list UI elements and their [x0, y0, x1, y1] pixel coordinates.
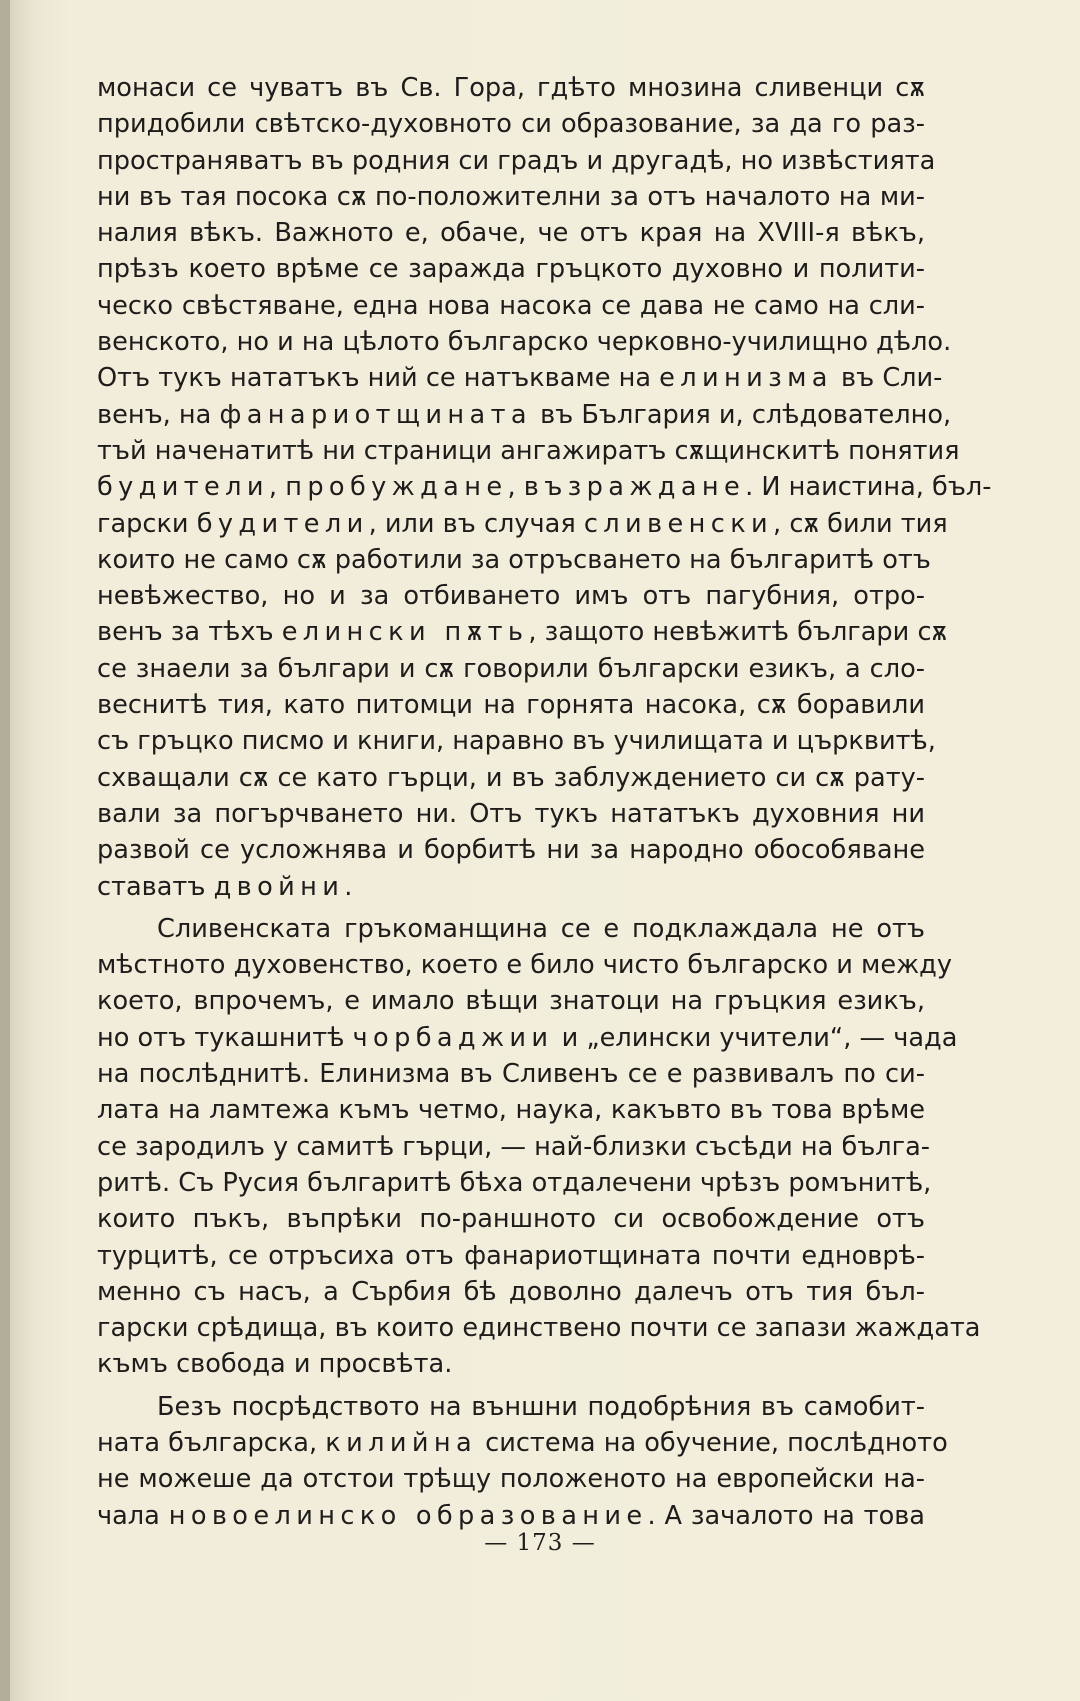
text-line — [97, 1425, 948, 1461]
text-line — [97, 397, 952, 433]
text-line: развой се усложнява и борбитѣ ни за народно обособяване — [97, 835, 925, 866]
text-line — [97, 1020, 958, 1056]
text-line: ритѣ. Съ Русия българитѣ бѣха отдалечени чрѣзъ ромънитѣ, — [97, 1167, 932, 1198]
text-line: менно съ насъ, а Сърбия бѣ доволно далечъ отъ тия бъл- — [97, 1276, 925, 1307]
text-run: , — [268, 472, 286, 503]
text-run: чала — [97, 1500, 169, 1531]
text-run: , защото невѣжитѣ българи сѫ — [528, 617, 948, 648]
spaced-term: новоелинско образование — [168, 1500, 648, 1531]
text-line: се зародилъ у самитѣ гърци, — най-близки съсѣди на бълга- — [97, 1131, 931, 1162]
text-run: венъ, на — [97, 399, 220, 430]
text-line: лата на ламтежа къмъ четмо, наука, какъвто въ това врѣме — [97, 1095, 925, 1126]
text-run: въ България и, слѣдователно, — [531, 399, 952, 430]
text-line: венското, но и на цѣлото българско черковно-училищно дѣло. — [97, 327, 952, 358]
text-line: придобили свѣтско-духовното си образование, за да го раз- — [97, 109, 925, 140]
text-run: ставатъ — [97, 871, 214, 902]
text-line — [97, 1498, 925, 1534]
spaced-term: възраждане — [523, 472, 746, 503]
text-run: и „елински учители“, — чада — [553, 1022, 958, 1053]
spaced-term: елинизма — [659, 363, 833, 394]
text-run: Отъ тукъ нататъкъ ний се натъкваме на — [97, 363, 660, 394]
text-line — [97, 360, 943, 396]
text-line: тъй наченатитѣ ни страници ангажиратъ сѫщинскитѣ понятия — [97, 435, 960, 466]
text-line — [97, 506, 948, 542]
text-run: венъ за тѣхъ — [97, 617, 282, 648]
spaced-term: пробуждане — [285, 472, 508, 503]
text-line: които пъкъ, въпрѣки по-раншното си освобождение отъ — [97, 1204, 925, 1235]
text-line: на послѣднитѣ. Елинизма въ Сливенъ се е развивалъ по си- — [97, 1059, 925, 1090]
text-run: но отъ тукашнитѣ — [97, 1022, 353, 1053]
text-run: гарски — [97, 508, 197, 539]
spaced-term: килийна — [325, 1427, 478, 1458]
text-run: . А зачалото на това — [647, 1500, 925, 1531]
text-line: се знаели за българи и сѫ говорили български езикъ, а сло- — [97, 653, 925, 684]
text-line — [97, 614, 948, 650]
spaced-term: фанариотщината — [219, 399, 532, 430]
spaced-term: чорбаджии — [352, 1022, 554, 1053]
text-line: не можеше да отстои трѣщу положеното на европейски на- — [97, 1464, 925, 1495]
text-line: невѣжество, но и за отбиването имъ отъ пагубния, отро- — [97, 581, 925, 612]
text-line: турцитѣ, се отръсиха отъ фанариотщината почти едноврѣ- — [97, 1240, 925, 1271]
text-line: веснитѣ тия, като питомци на горнята насока, сѫ боравили — [97, 690, 925, 721]
text-line: налия вѣкъ. Важното е, обаче, че отъ края на XVIII-я вѣкъ, — [97, 218, 925, 249]
text-line: монаси се чуватъ въ Св. Гора, гдѣто мнозина сливенци сѫ — [97, 73, 925, 103]
spaced-term: будители — [196, 508, 369, 539]
spaced-term: елински пѫть — [281, 617, 529, 648]
text-line — [97, 869, 925, 905]
text-run: ната българска, — [97, 1427, 326, 1458]
body-text — [97, 70, 992, 1534]
text-run: , сѫ били тия — [773, 508, 948, 539]
text-run: . — [344, 871, 353, 902]
text-run: въ Сли- — [832, 363, 943, 394]
text-line: прѣзъ което врѣме се заражда гръцкото духовно и полити- — [97, 254, 925, 285]
spaced-term: двойни — [213, 871, 345, 902]
text-line: вали за погърчването ни. Отъ тукъ нататъкъ духовния ни — [97, 798, 925, 829]
text-line: гарски срѣдища, въ които единствено почти се запази жаждата — [97, 1313, 981, 1344]
text-run: , — [507, 472, 524, 503]
spaced-term: сливенски — [583, 508, 774, 539]
text-line: схващали сѫ се като гърци, и въ заблуждението си сѫ рату- — [97, 762, 925, 793]
text-line: които не само сѫ работили за отръсването на българитѣ отъ — [97, 544, 931, 575]
text-line: ни въ тая посока сѫ по-положителни за отъ началото на ми- — [97, 181, 925, 212]
text-run: , или въ случая — [368, 508, 584, 539]
page-number: — 173 — — [484, 1530, 596, 1556]
text-line: къмъ свобода и просвѣта. — [97, 1349, 453, 1380]
spaced-term: будители — [97, 472, 269, 503]
paragraph-start-line: Безъ посрѣдството на външни подобрѣния въ самобит- — [157, 1391, 925, 1422]
text-line: ческо свѣстяване, една нова насока се дава не само на сли- — [97, 290, 925, 321]
text-line: което, впрочемъ, е имало вѣщи знатоци на гръцкия езикъ, — [97, 986, 925, 1017]
page-binding-edge — [0, 0, 10, 1701]
text-run: система на обучение, послѣдното — [477, 1427, 948, 1458]
text-line: съ гръцко писмо и книги, наравно въ училищата и църквитѣ, — [97, 726, 936, 757]
text-line: пространяватъ въ родния си градъ и другадѣ, но извѣстията — [97, 145, 936, 176]
text-run: . И наистина, бъл- — [745, 472, 992, 503]
text-line — [97, 469, 992, 505]
paragraph-start-line: Сливенската гръкоманщина се е подклаждала не отъ — [157, 913, 925, 944]
text-line: мѣстното духовенство, което е било чисто българско и между — [97, 950, 952, 981]
